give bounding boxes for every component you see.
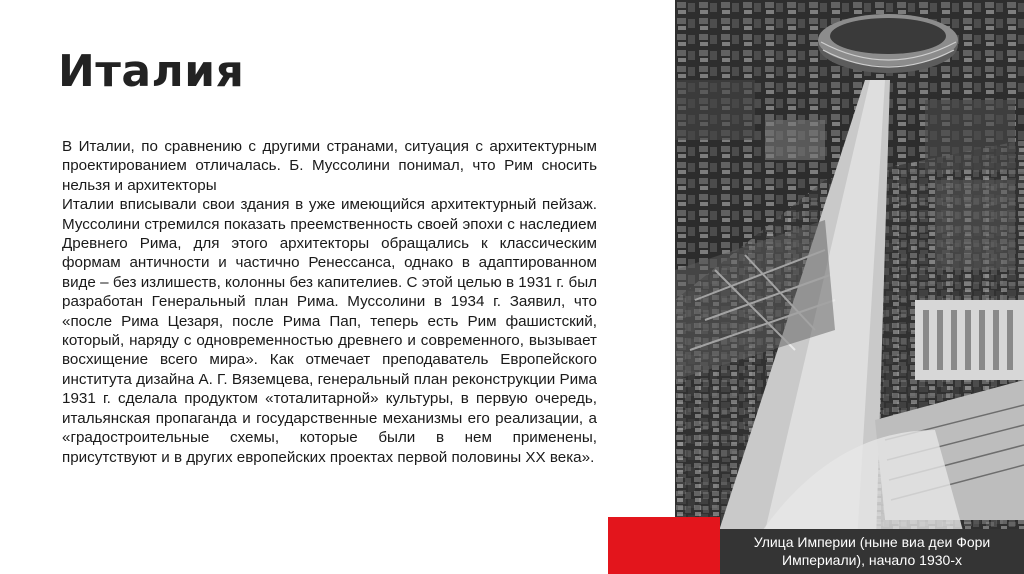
photo-caption (720, 533, 1024, 569)
paragraph-2: Италии вписывали свои здания в уже имеющийся архитектурный пейзаж. Муссолини стремился показать преемственность своей эпохи с наследием Древнего Рима, для этого архитекторы обращались к классическим формам античности и частично Ренессанса, однако в адаптированном виде – без излишеств, колонны без капителиев. С этой целью в 1931 г. был разработан Генеральный план Рима. Муссолини в 1934 г. Заявил, что «после Рима Цезаря, после Рима Пап, теперь есть Рим фашистский, который, наряду с одновременностью древнего и современного, вызывает восхищение всего мира». Как отмечает преподаватель Европейского института дизайна А. Г. Вяземцева, генеральный план реконструкции Рима 1931 г. сделала продуктом «тоталитарной» культуры, в первую очередь, итальянская пропаганда и государственные механизмы его реализации, а «градостроительные схемы, которые были в нем применены, присутствуют и в других европейских проектах первой половины XX века». (62, 196, 597, 466)
photo-caption-line-1: Улица Империи (ныне виа деи Фори (753, 534, 991, 550)
aerial-photo-via-dellimpero (675, 0, 1024, 574)
photo-caption-line-2: Империали), начало 1930-х (782, 552, 962, 568)
photo-caption-bar (720, 529, 1024, 574)
body-text (62, 137, 597, 467)
paragraph-1: В Италии, по сравнению с другими странами, ситуация с архитектурным проектированием отличалась. Б. Муссолини понимал, что Рим сносить нельзя и архитекторы (62, 138, 597, 194)
slide-title: Италия (58, 46, 245, 97)
red-accent-block (608, 517, 720, 574)
